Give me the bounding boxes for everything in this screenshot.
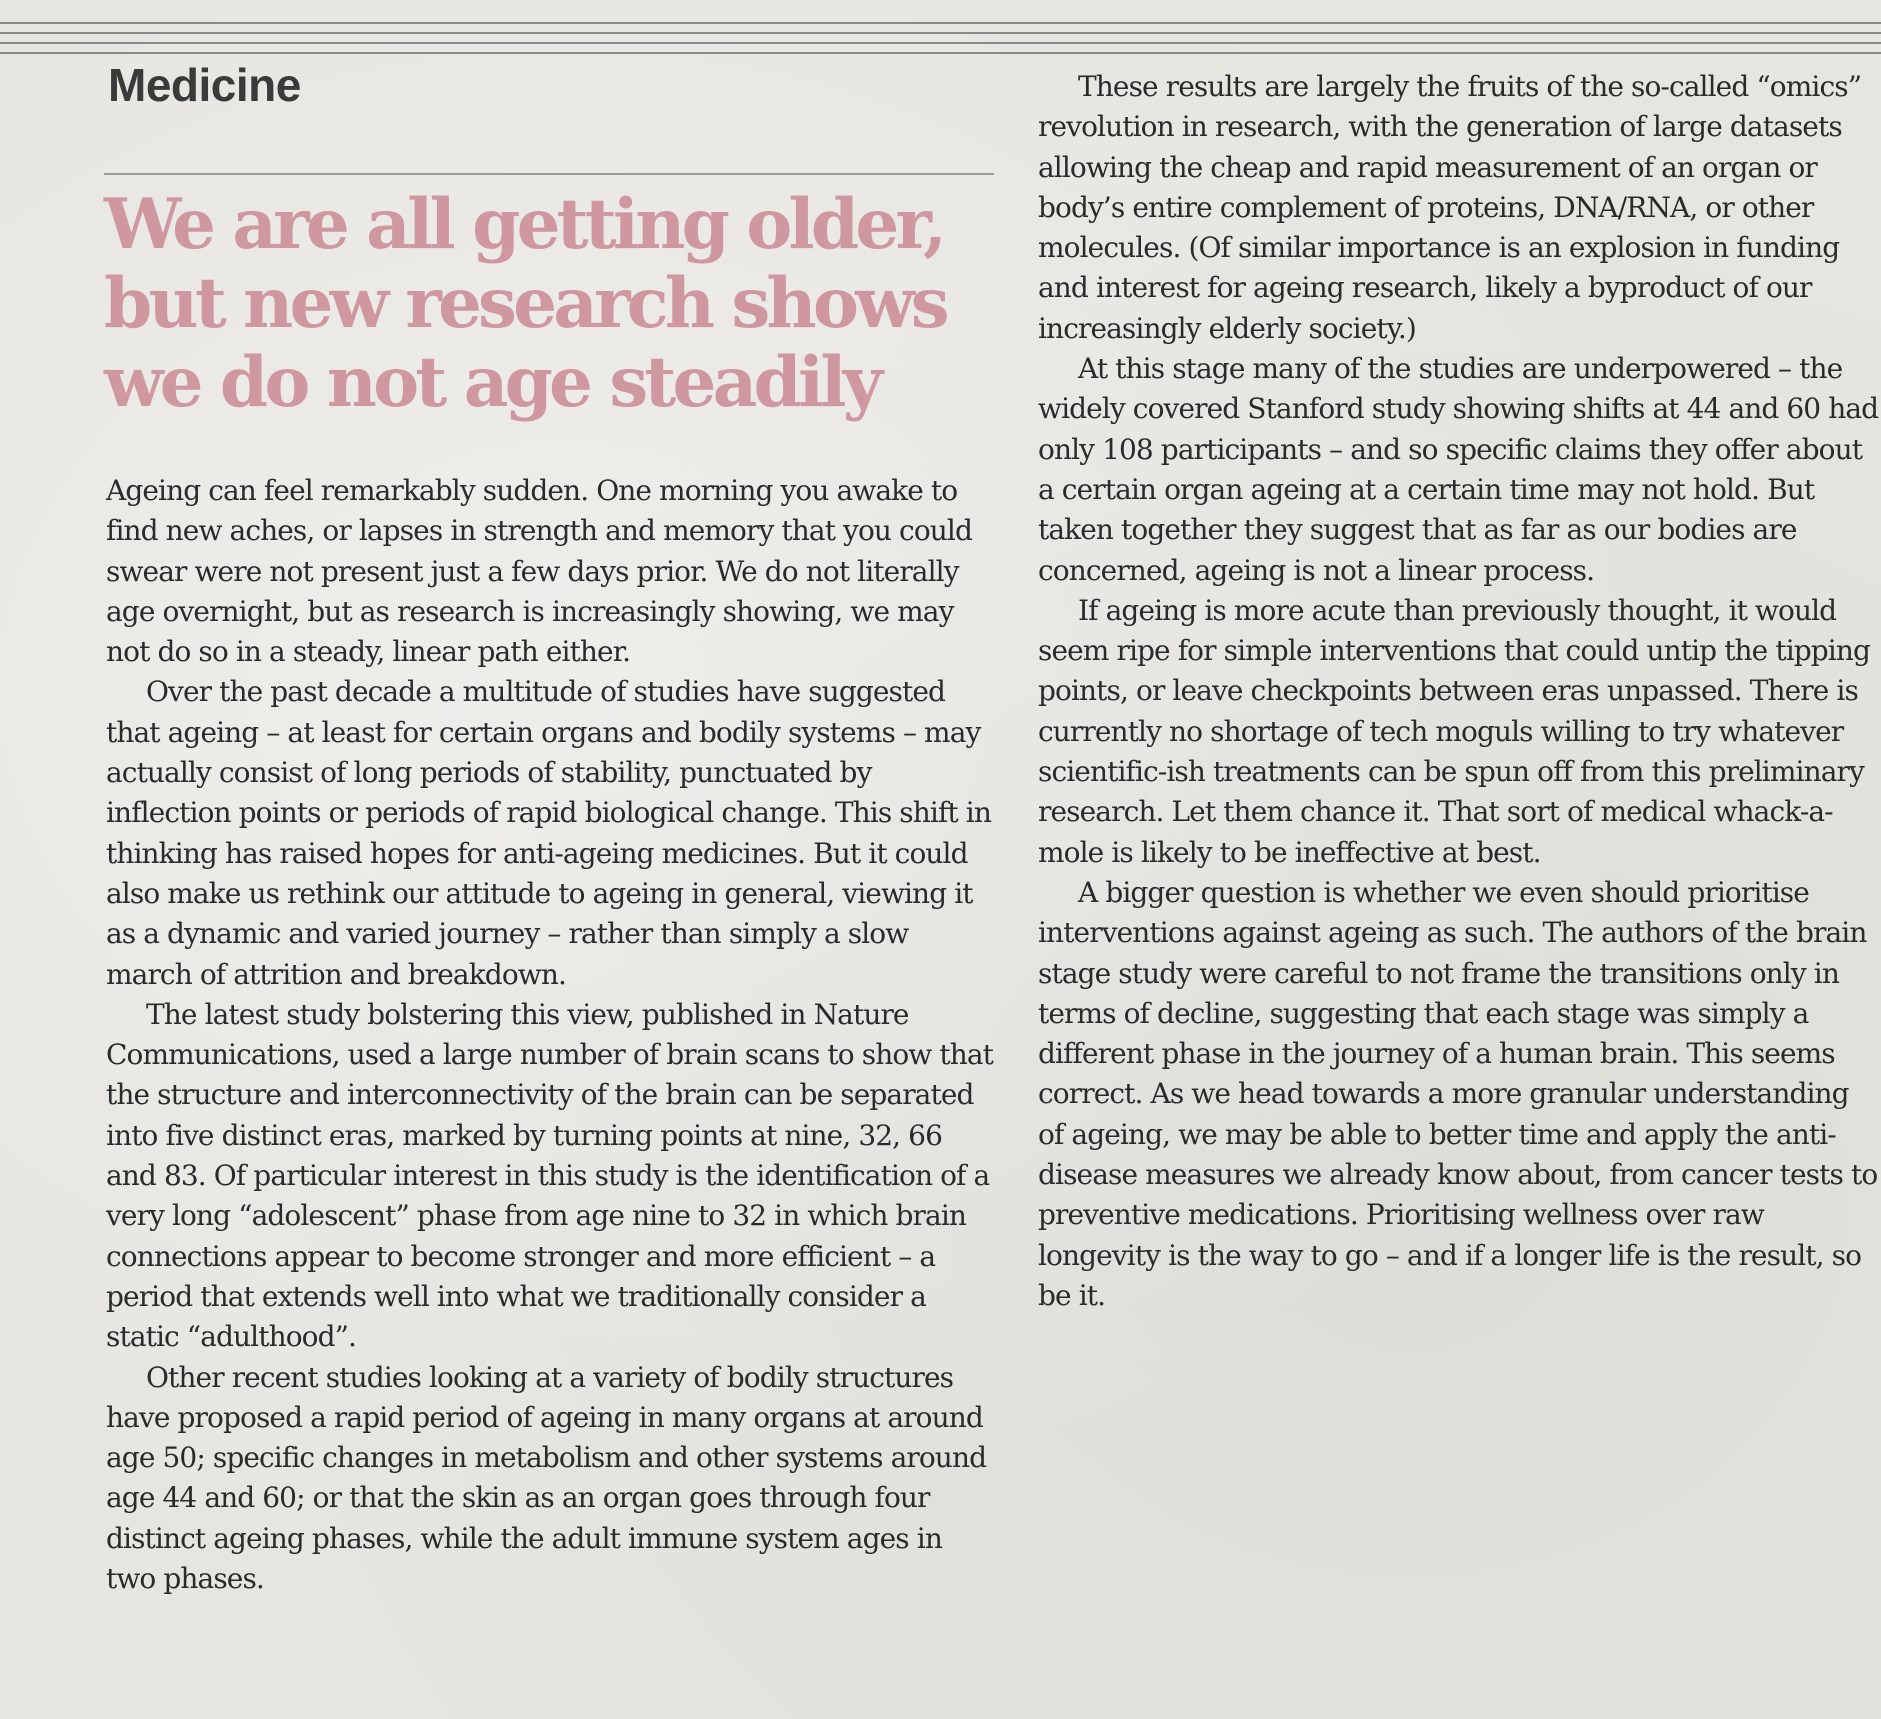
article-paragraph: At this stage many of the studies are underpowered – the widely covered Stanford study showing shifts at 44 and 60 had only 108 participants – and so specific claims they offer about a certain organ ageing at a certain time may not hold. But taken together they suggest that as far as our bodies are concerned, ageing is not a linear process. [1038,352,1879,587]
headline-line: We are all getting older, [104,184,944,265]
article-column-right [1038,67,1880,1316]
top-rules [0,22,1881,58]
headline-line: but new research shows [104,263,946,344]
article-paragraph: Ageing can feel remarkably sudden. One morning you awake to find new aches, or lapses in strength and memory that you could swear were not present just a few days prior. We do not literally age overnight, but as research is increasingly showing, we may not do so in a steady, linear path either. [106,474,973,669]
section-label: Medicine [108,59,301,111]
article-column-left [106,471,996,1599]
headline-line: we do not age steadily [104,342,880,423]
article-paragraph: The latest study bolstering this view, published in Nature Communications, used a large number of brain scans to show that the structure and interconnectivity of the brain can be separated into five distinct eras, marked by turning points at nine, 32, 66 and 83. Of particular interest in this study is the identification of a very long “adolescent” phase from age nine to 32 in which brain connections appear to become stronger and more efficient – a period that extends well into what we traditionally consider a static “adulthood”. [106,997,993,1354]
article-paragraph: These results are largely the fruits of the so-called “omics” revolution in research, with the generation of large datasets allowing the cheap and rapid measurement of an organ or body’s entire complement of proteins, DNA/RNA, or other molecules. (Of similar importance is an explosion in funding and interest for ageing research, likely a byproduct of our increasingly elderly society.) [1038,70,1862,345]
section-divider [104,173,994,175]
article-paragraph: If ageing is more acute than previously thought, it would seem ripe for simple interventions that could untip the tipping points, or leave checkpoints between eras unpassed. There is currently no shortage of tech moguls willing to try whatever scientific-ish treatments can be spun off from this preliminary research. Let them chance it. That sort of medical whack-a-mole is likely to be ineffective at best. [1038,593,1871,869]
headline [104,185,1004,422]
article-paragraph: A bigger question is whether we even should prioritise interventions against ageing as such. The authors of the brain stage study were careful to not frame the transitions only in terms of decline, suggesting that each stage was simply a different phase in the journey of a human brain. This seems correct. As we head towards a more granular understanding of ageing, we may be able to better time and apply the anti-disease measures we already know about, from cancer tests to preventive medications. Prioritising wellness over raw longevity is the way to go – and if a longer life is the result, so be it. [1038,875,1878,1312]
article-paragraph: Over the past decade a multitude of studies have suggested that ageing – at least for certain organs and bodily systems – may actually consist of long periods of stability, punctuated by inflection points or periods of rapid biological change. This shift in thinking has raised hopes for anti-ageing medicines. But it could also make us rethink our attitude to ageing in general, viewing it as a dynamic and varied journey – rather than simply a slow march of attrition and breakdown. [106,675,991,991]
article-paragraph: Other recent studies looking at a variety of bodily structures have proposed a rapid period of ageing in many organs at around age 50; specific changes in metabolism and other systems around age 44 and 60; or that the skin as an organ goes through four distinct ageing phases, while the adult immune system ages in two phases. [106,1360,987,1596]
